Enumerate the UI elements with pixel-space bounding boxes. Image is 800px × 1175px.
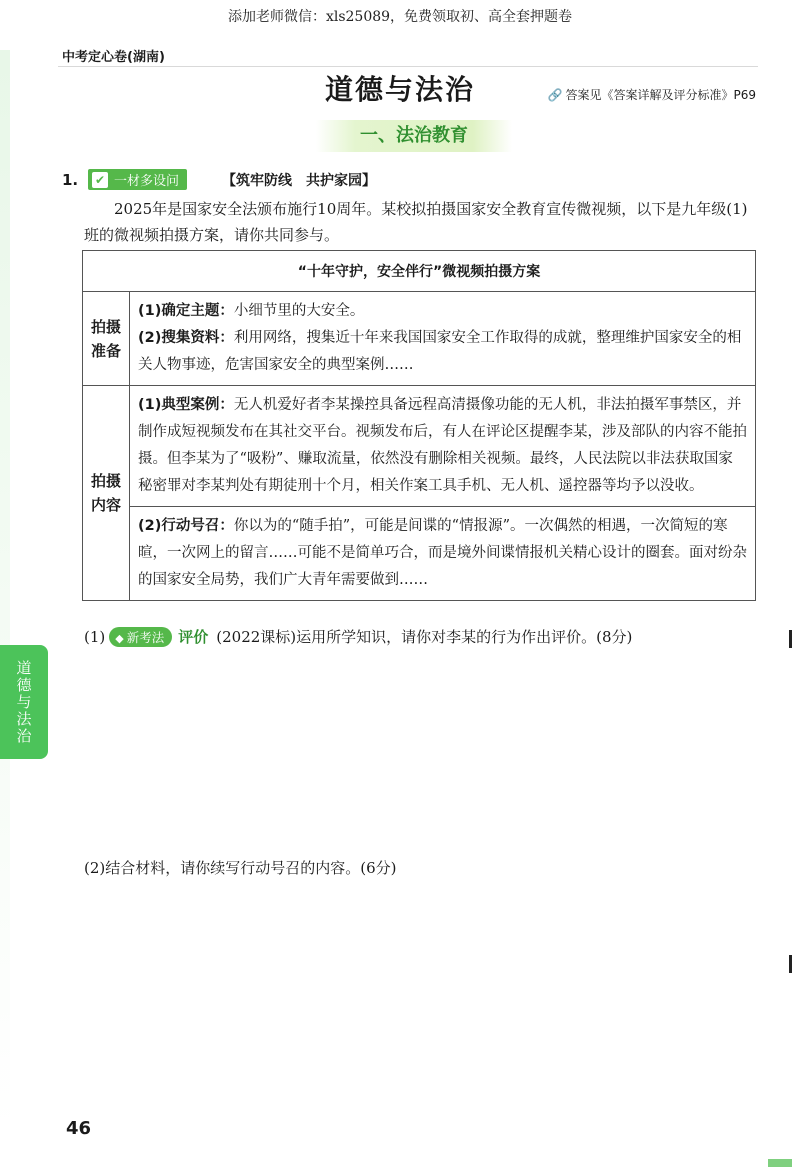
question-tag [88,169,187,190]
plan-table-title: “十年守护，安全伴行”微视频拍摄方案 [83,251,756,292]
page-number: 46 [66,1118,92,1139]
edge-mark [789,630,792,648]
corner-mark [768,1159,792,1167]
sub-question-text: 结合材料，请你续写行动号召的内容。(6分) [105,859,397,877]
new-method-tag [109,627,172,647]
row-header-preparation: 拍摄准备 [83,292,130,386]
sub-question-1 [84,626,632,647]
question-theme: 【筑牢防线 共护家园】 [222,173,376,189]
item-label: (1)典型案例： [138,397,234,413]
content-item [138,513,747,594]
row-header-content: 拍摄内容 [83,386,130,601]
subject-side-tab: 道德与法治 [0,645,48,759]
section-heading: 一、法治教育 [316,120,512,152]
answer-reference [548,86,756,103]
question-number: 1. [62,171,79,189]
content-item [138,392,747,500]
new-method-tag-label: 新考法 [126,629,165,645]
link-icon: 🔗 [547,88,563,102]
answer-reference-text: 答案见《答案详解及评分标准》P69 [565,88,756,102]
sub-question-number: (2) [84,859,106,877]
plan-table [82,250,756,601]
item-text: 你以为的“随手拍”，可能是间谍的“情报源”。一次偶然的相遇，一次简短的寒暄，一次网上的留言……可能不是简单巧合，而是境外间谍情报机关精心设计的圈套。面对纷杂的国家安全局势，我们广大青年需要做到…… [138,518,747,588]
item-text: 利用网络，搜集近十年来我国国家安全工作取得的成就，整理维护国家安全的相关人物事迹，危害国家安全的典型案例…… [138,330,742,373]
case-cell [130,386,756,507]
check-icon: ✔ [92,172,108,188]
question-type: 评价 [178,628,209,646]
sub-question-2 [84,857,397,878]
preparation-item [138,325,747,379]
item-label: (2)行动号召： [138,518,234,534]
watermark: 添加老师微信：xls25089，免费领取初、高全套押题卷 [227,9,573,25]
sub-question-text: (2022课标)运用所学知识，请你对李某的行为作出评价。(8分) [216,628,633,646]
question-intro: 2025年是国家安全法颁布施行10周年。某校拟拍摄国家安全教育宣传微视频，以下是九年级(1)班的微视频拍摄方案，请你共同参与。 [84,200,748,244]
shield-icon: ◆ [115,631,124,645]
left-decor-stripe [0,50,10,1130]
preparation-item [138,298,747,325]
header-divider [58,66,758,67]
series-label: 中考定心卷(湖南) [62,50,165,65]
item-label: (2)搜集资料： [138,330,234,346]
item-label: (1)确定主题： [138,303,234,319]
item-text: 小细节里的大安全。 [233,303,365,319]
sub-question-number: (1) [84,627,106,646]
edge-mark [789,955,792,973]
item-text: 无人机爱好者李某操控具备远程高清摄像功能的无人机，非法拍摄军事禁区，并制作成短视频发布在其社交平台。视频发布后，有人在评论区提醒李某，涉及部队的内容不能拍摄。但李某为了“吸粉”、赚取流量，依然没有删除相关视频。最终，人民法院以非法获取国家秘密罪对李某判处有期徒刑十个月，相关作案工具手机、无人机、遥控器等均予以没收。 [138,397,747,494]
question-tag-label: 一材多设问 [114,174,180,189]
page-title: 道德与法治 [324,73,475,106]
preparation-cell [130,292,756,386]
call-to-action-cell [130,507,756,601]
